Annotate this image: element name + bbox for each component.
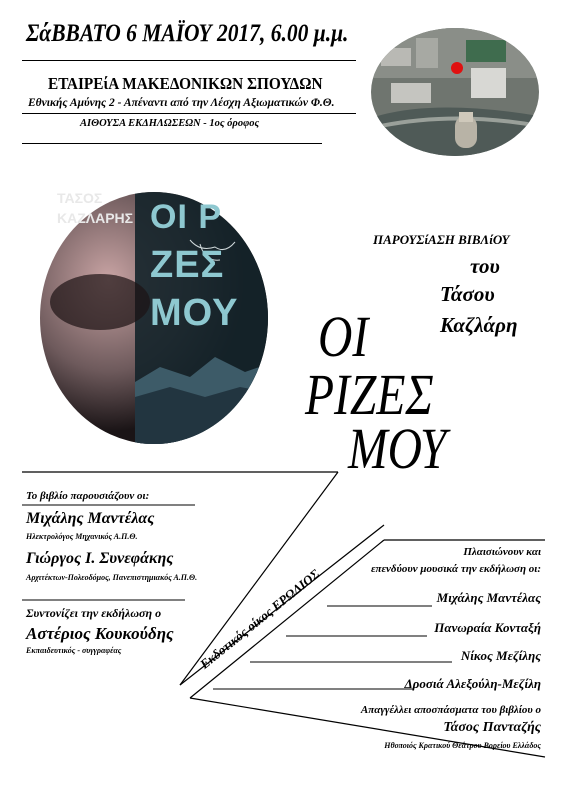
musician-1: Μιχάλης Μαντέλας (436, 590, 541, 605)
cover-author-first: ΤΑΣΟΣ (57, 190, 103, 206)
presenter-desc-1: Ηλεκτρολόγος Μηχανικός Α.Π.Θ. (26, 532, 138, 541)
presenter-name-1: Μιχάλης Μαντέλας (26, 510, 155, 527)
musician-2: Πανωραία Κονταξή (434, 620, 541, 635)
venue-hall: ΑΙΘΟΥΣΑ ΕΚΔΗΛΩΣΕΩΝ - 1ος όροφος (80, 118, 260, 129)
book-title-line2: ΡΙΖΕΣ (305, 362, 434, 427)
presenters-label: Το βιβλίο παρουσιάζουν οι: (26, 490, 150, 502)
cover-title-line1: ΟΙ Ρ (150, 198, 223, 236)
musician-3: Νίκος Μεζίλης (460, 648, 541, 663)
reader-name: Τάσος Πανταζής (443, 720, 541, 735)
presentation-label: ΠΑΡΟΥΣίΑΣΗ ΒΙΒΛίΟΥ (373, 232, 510, 247)
author-last-name: Καζλάρη (440, 313, 518, 337)
coordinator-name: Αστέριος Κουκούδης (26, 624, 174, 643)
cover-title-line3: ΜΟΥ (150, 292, 239, 334)
venue-address: Εθνικής Αμύνης 2 - Απέναντι από την Λέσχη Αξιωματικών Φ.Θ. (28, 97, 335, 109)
music-label-line2: επενδύουν μουσικά την εκδήλωση οι: (370, 563, 541, 575)
music-label-line1: Πλαισιώνουν και (463, 546, 541, 558)
book-title-line1: ΟΙ (318, 304, 369, 369)
coordinator-desc: Εκπαιδευτικός - συγγραφέας (26, 646, 122, 655)
presenter-desc-2: Αρχιτέκτων-Πολεοδόμος, Πανεπιστημιακός Α.Π.Θ. (26, 573, 198, 582)
event-date: ΣάΒΒΑΤΟ 6 ΜΑΪΟΥ 2017, 6.00 μ.μ. (26, 20, 349, 47)
organization-name: ΕΤΑΙΡΕίΑ ΜΑΚΕΔΟΝΙΚΩΝ ΣΠΟΥΔΩΝ (48, 74, 323, 93)
presenter-name-2: Γιώργος Ι. Συνεφάκης (26, 550, 174, 567)
book-title-line3: ΜΟΥ (348, 416, 447, 481)
musician-4: Δροσιά Αλεξούλη-Μεζίλη (404, 676, 541, 691)
cover-author-last: ΚΑΖΛΑΡΗΣ (57, 210, 134, 226)
reader-desc: Ηθοποιός Κρατικού Θεάτρου Βορείου Ελλάδος (384, 741, 541, 750)
publisher-label: Εκδοτικός οίκος ΕΡΩΔΙΟΣ (197, 566, 323, 672)
cover-title-line2: ΖΕΣ (150, 244, 225, 286)
presentation-of: του (470, 254, 500, 278)
reading-label: Απαγγέλλει αποσπάσματα του βιβλίου ο (360, 704, 541, 716)
author-first-name: Τάσου (440, 282, 495, 306)
coordinator-label: Συντονίζει την εκδήλωση ο (26, 606, 162, 620)
